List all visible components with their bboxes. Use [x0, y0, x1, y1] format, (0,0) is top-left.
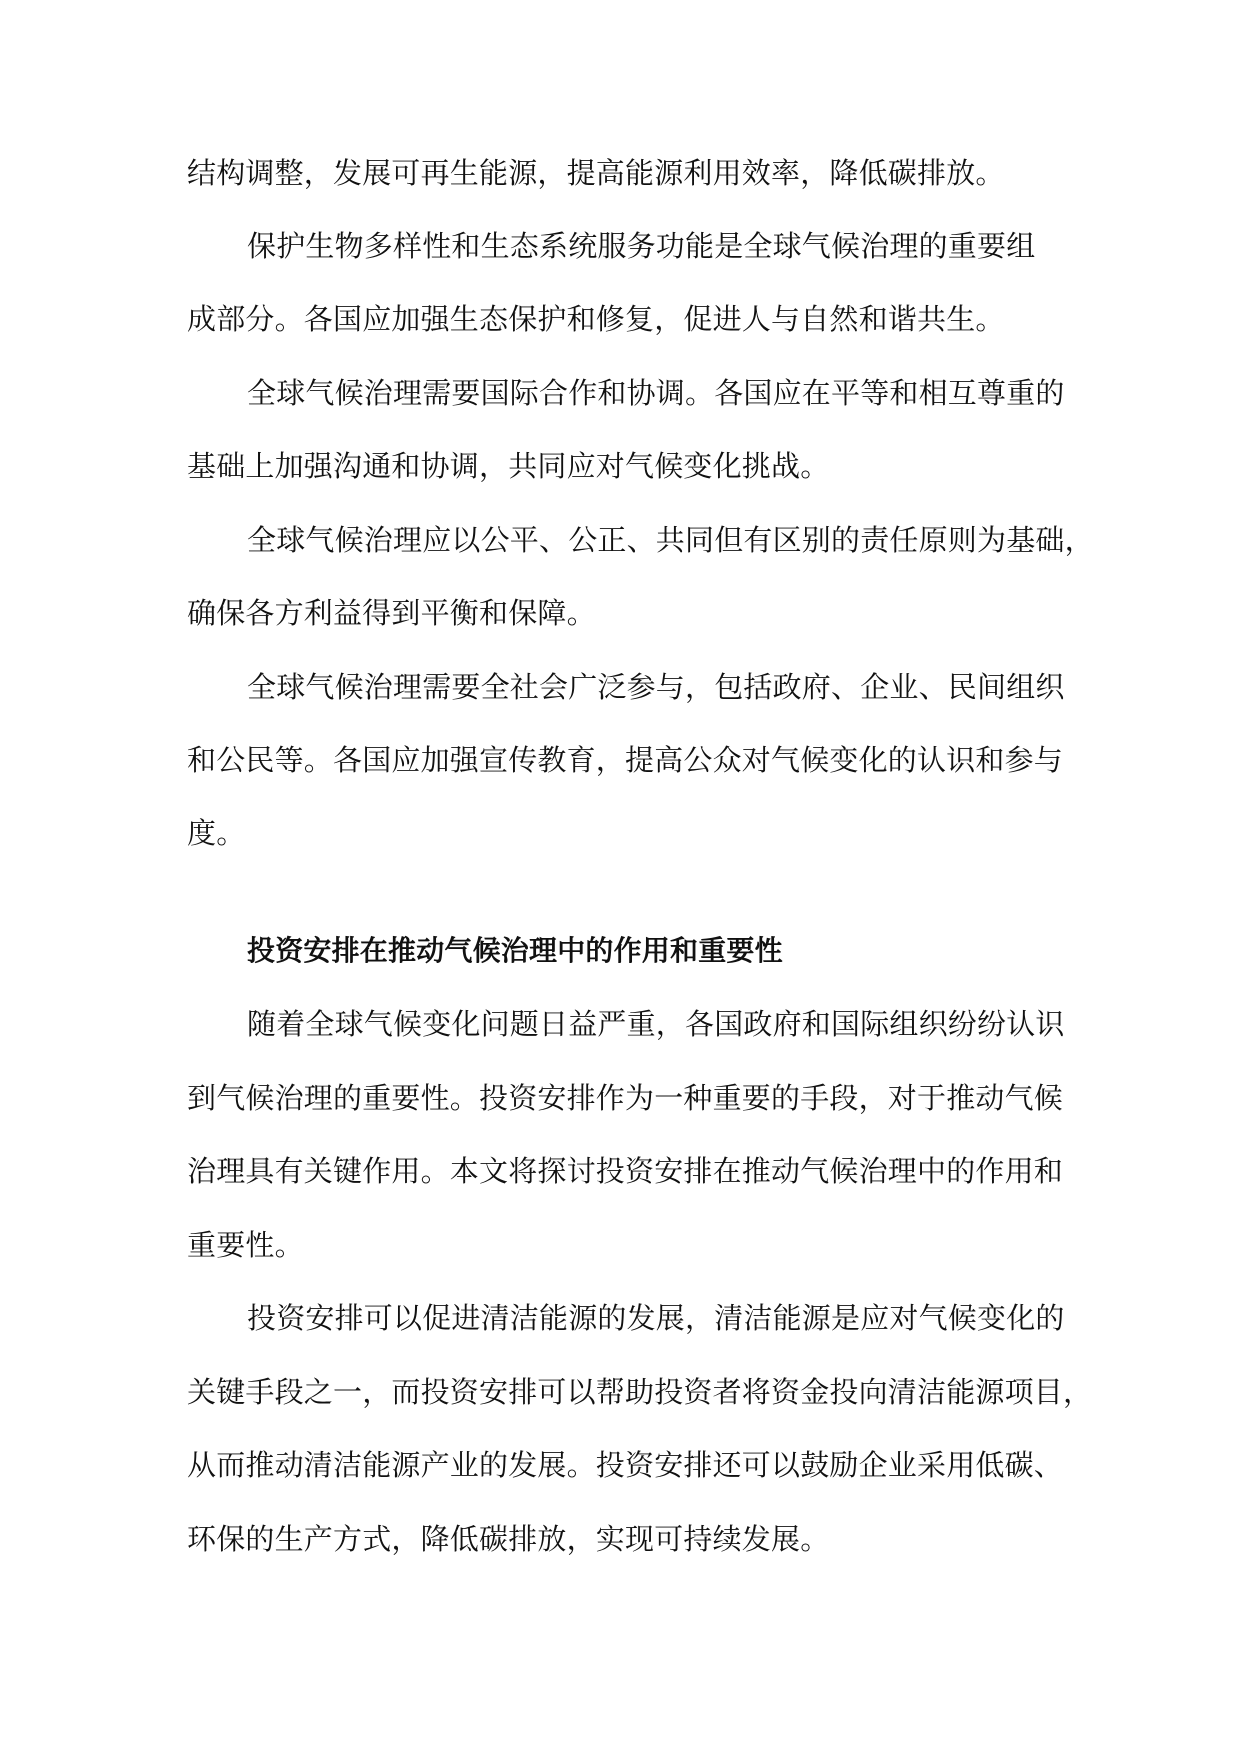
paragraph-line: 全球气候治理需要全社会广泛参与，包括政府、企业、民间组织 [247, 670, 1065, 704]
paragraph-line: 确保各方利益得到平衡和保障。 [187, 596, 596, 630]
paragraph-line: 到气候治理的重要性。投资安排作为一种重要的手段，对于推动气候 [187, 1081, 1064, 1115]
paragraph-line: 治理具有关键作用。本文将探讨投资安排在推动气候治理中的作用和 [187, 1154, 1064, 1188]
paragraph-line: 结构调整，发展可再生能源，提高能源利用效率，降低碳排放。 [187, 156, 1005, 190]
paragraph-line: 重要性。 [187, 1228, 304, 1262]
paragraph-line: 全球气候治理应以公平、公正、共同但有区别的责任原则为基础， [247, 523, 1094, 557]
paragraph-line: 保护生物多样性和生态系统服务功能是全球气候治理的重要组 [247, 229, 1036, 263]
paragraph-line: 度。 [187, 816, 246, 850]
paragraph-line: 从而推动清洁能源产业的发展。投资安排还可以鼓励企业采用低碳、 [187, 1448, 1064, 1482]
paragraph-line: 投资安排可以促进清洁能源的发展，清洁能源是应对气候变化的 [247, 1301, 1065, 1335]
paragraph-line: 成部分。各国应加强生态保护和修复，促进人与自然和谐共生。 [187, 302, 1005, 336]
paragraph-line: 和公民等。各国应加强宣传教育，提高公众对气候变化的认识和参与 [187, 743, 1064, 777]
paragraph-line: 基础上加强沟通和协调，共同应对气候变化挑战。 [187, 449, 830, 483]
paragraph-line: 全球气候治理需要国际合作和协调。各国应在平等和相互尊重的 [247, 376, 1065, 410]
paragraph-line: 关键手段之一，而投资安排可以帮助投资者将资金投向清洁能源项目， [187, 1375, 1093, 1409]
paragraph-line: 随着全球气候变化问题日益严重，各国政府和国际组织纷纷认识 [247, 1007, 1065, 1041]
section-heading: 投资安排在推动气候治理中的作用和重要性 [247, 934, 783, 967]
paragraph-line: 环保的生产方式，降低碳排放，实现可持续发展。 [187, 1522, 830, 1556]
